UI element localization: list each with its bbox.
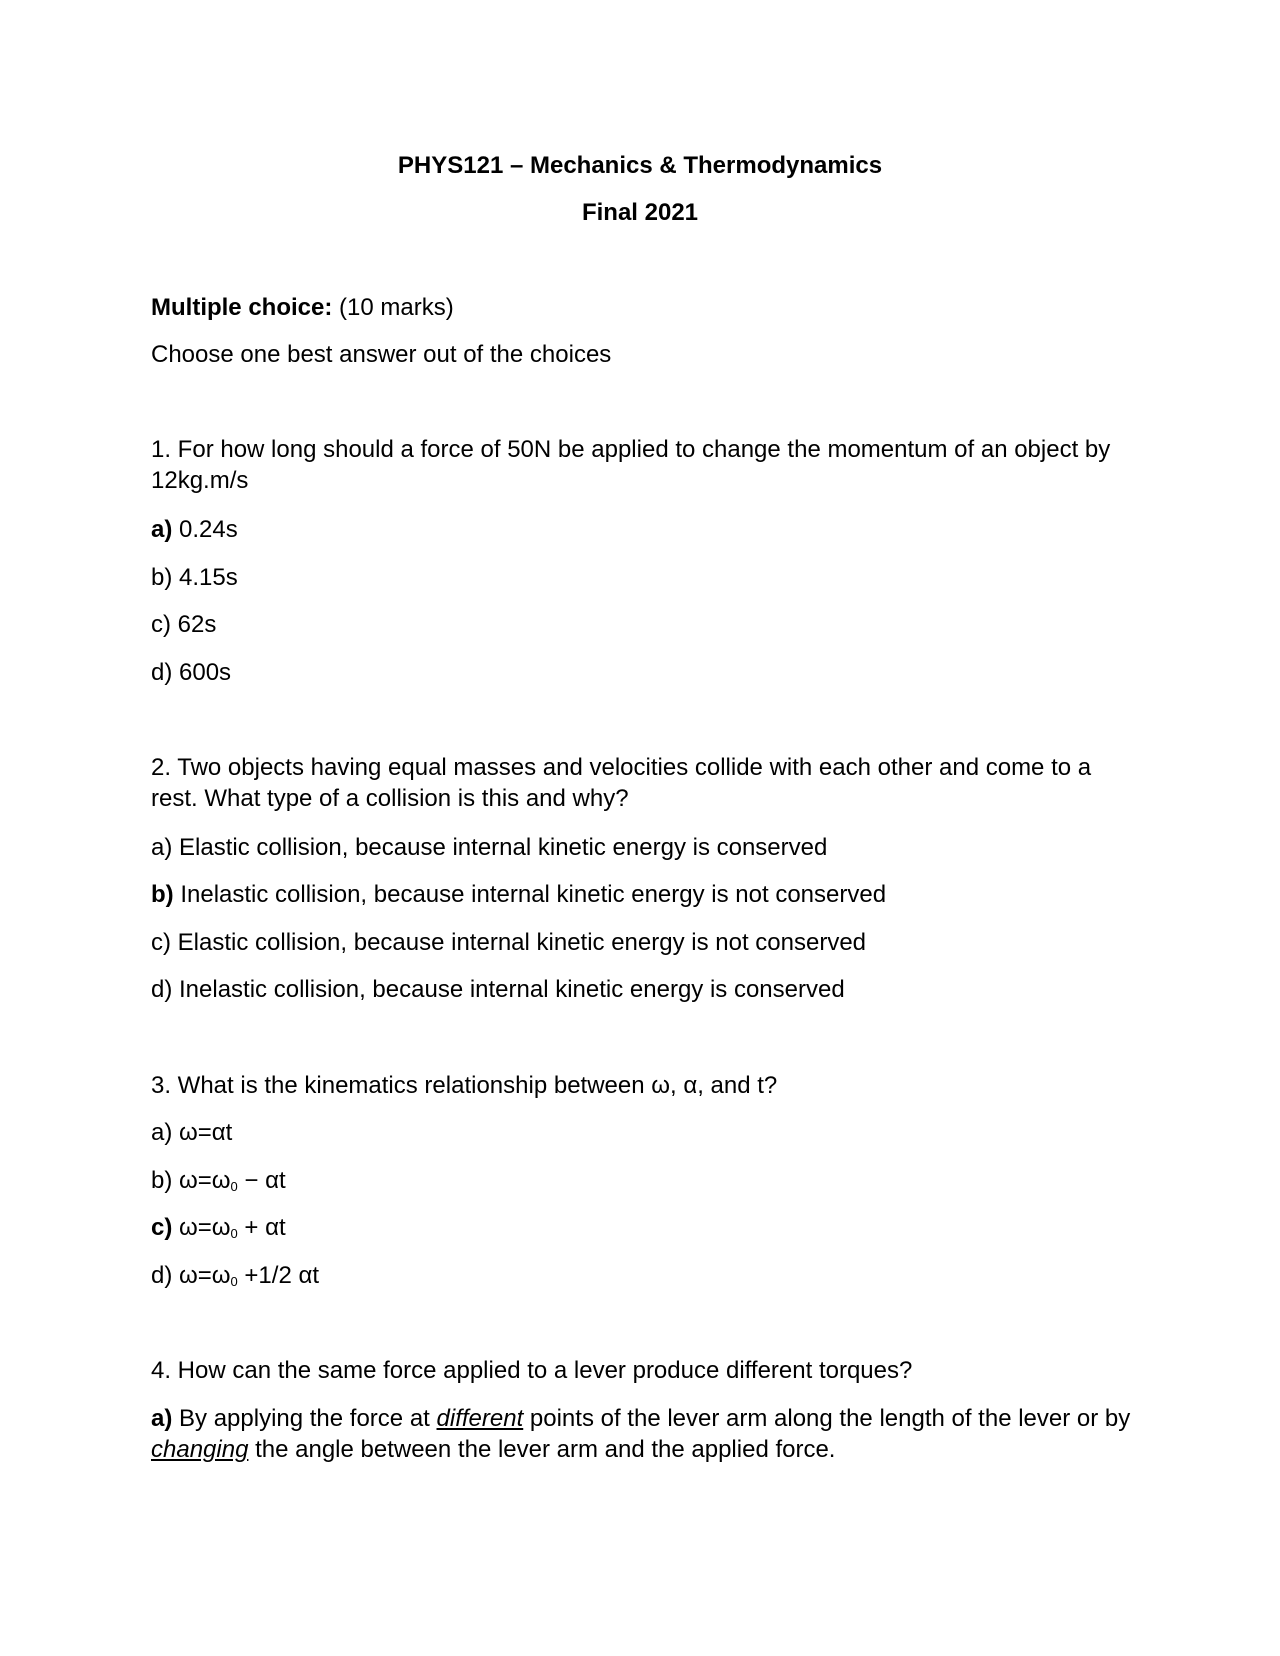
q1-option-c: c) 62s <box>151 611 217 638</box>
question-1: 1. For how long should a force of 50N be applied to change the momentum of an object by 12kg.m/s <box>151 436 1111 494</box>
q3-option-b-post: − αt <box>244 1167 286 1194</box>
q4-option-a-part2: points of the lever arm along the length of the lever or by <box>529 1405 1131 1432</box>
q3-option-b-pre: b) ω=ω <box>151 1167 231 1194</box>
q3-option-b <box>151 1165 286 1196</box>
q3-option-c-post: + αt <box>244 1214 286 1241</box>
section-marks: (10 marks) <box>339 294 454 321</box>
q1-option-a-text: 0.24s <box>179 516 238 543</box>
q4-option-a <box>151 1403 1131 1465</box>
q2-option-d: d) Inelastic collision, because internal kinetic energy is conserved <box>151 976 845 1003</box>
q1-option-d: d) 600s <box>151 659 232 686</box>
q1-option-a-label: a) <box>151 516 173 543</box>
q3-option-c-sub: 0 <box>230 1226 238 1241</box>
q2-option-b-text: Inelastic collision, because internal kinetic energy is not conserved <box>180 881 887 908</box>
q3-option-c <box>151 1212 286 1243</box>
section-label: Multiple choice: <box>151 294 333 321</box>
q3-option-a: a) ω=αt <box>151 1119 233 1146</box>
q1-option-a <box>151 514 238 545</box>
q2-option-a: a) Elastic collision, because internal kinetic energy is conserved <box>151 834 828 861</box>
q3-option-d-sub: 0 <box>230 1274 238 1289</box>
section-heading <box>151 292 454 323</box>
question-4: 4. How can the same force applied to a lever produce different torques? <box>151 1357 913 1384</box>
q3-option-b-sub: 0 <box>230 1179 238 1194</box>
question-3: 3. What is the kinematics relationship between ω, α, and t? <box>151 1072 778 1099</box>
course-title: PHYS121 – Mechanics & Thermodynamics <box>397 152 883 179</box>
q2-option-b <box>151 879 886 910</box>
q1-option-b: b) 4.15s <box>151 564 238 591</box>
q3-option-d <box>151 1260 319 1291</box>
q4-option-a-part1: By applying the force at <box>179 1405 430 1432</box>
q4-option-a-label: a) <box>151 1405 173 1432</box>
q4-option-a-part3: the angle between the lever arm and the applied force. <box>255 1436 836 1463</box>
q4-option-a-emph2: changing <box>151 1436 249 1463</box>
q2-option-c: c) Elastic collision, because internal kinetic energy is not conserved <box>151 929 867 956</box>
section-instruction: Choose one best answer out of the choices <box>151 341 612 368</box>
q3-option-c-pre: ω=ω <box>179 1214 231 1241</box>
exam-title: Final 2021 <box>581 199 699 226</box>
q3-option-d-pre: d) ω=ω <box>151 1262 231 1289</box>
q4-option-a-emph1: different <box>436 1405 524 1432</box>
q3-option-d-post: +1/2 αt <box>244 1262 319 1289</box>
question-2: 2. Two objects having equal masses and velocities collide with each other and come to a rest. What type of a collision is this and why? <box>151 754 1092 812</box>
q3-option-c-label: c) <box>151 1214 173 1241</box>
q2-option-b-label: b) <box>151 881 174 908</box>
